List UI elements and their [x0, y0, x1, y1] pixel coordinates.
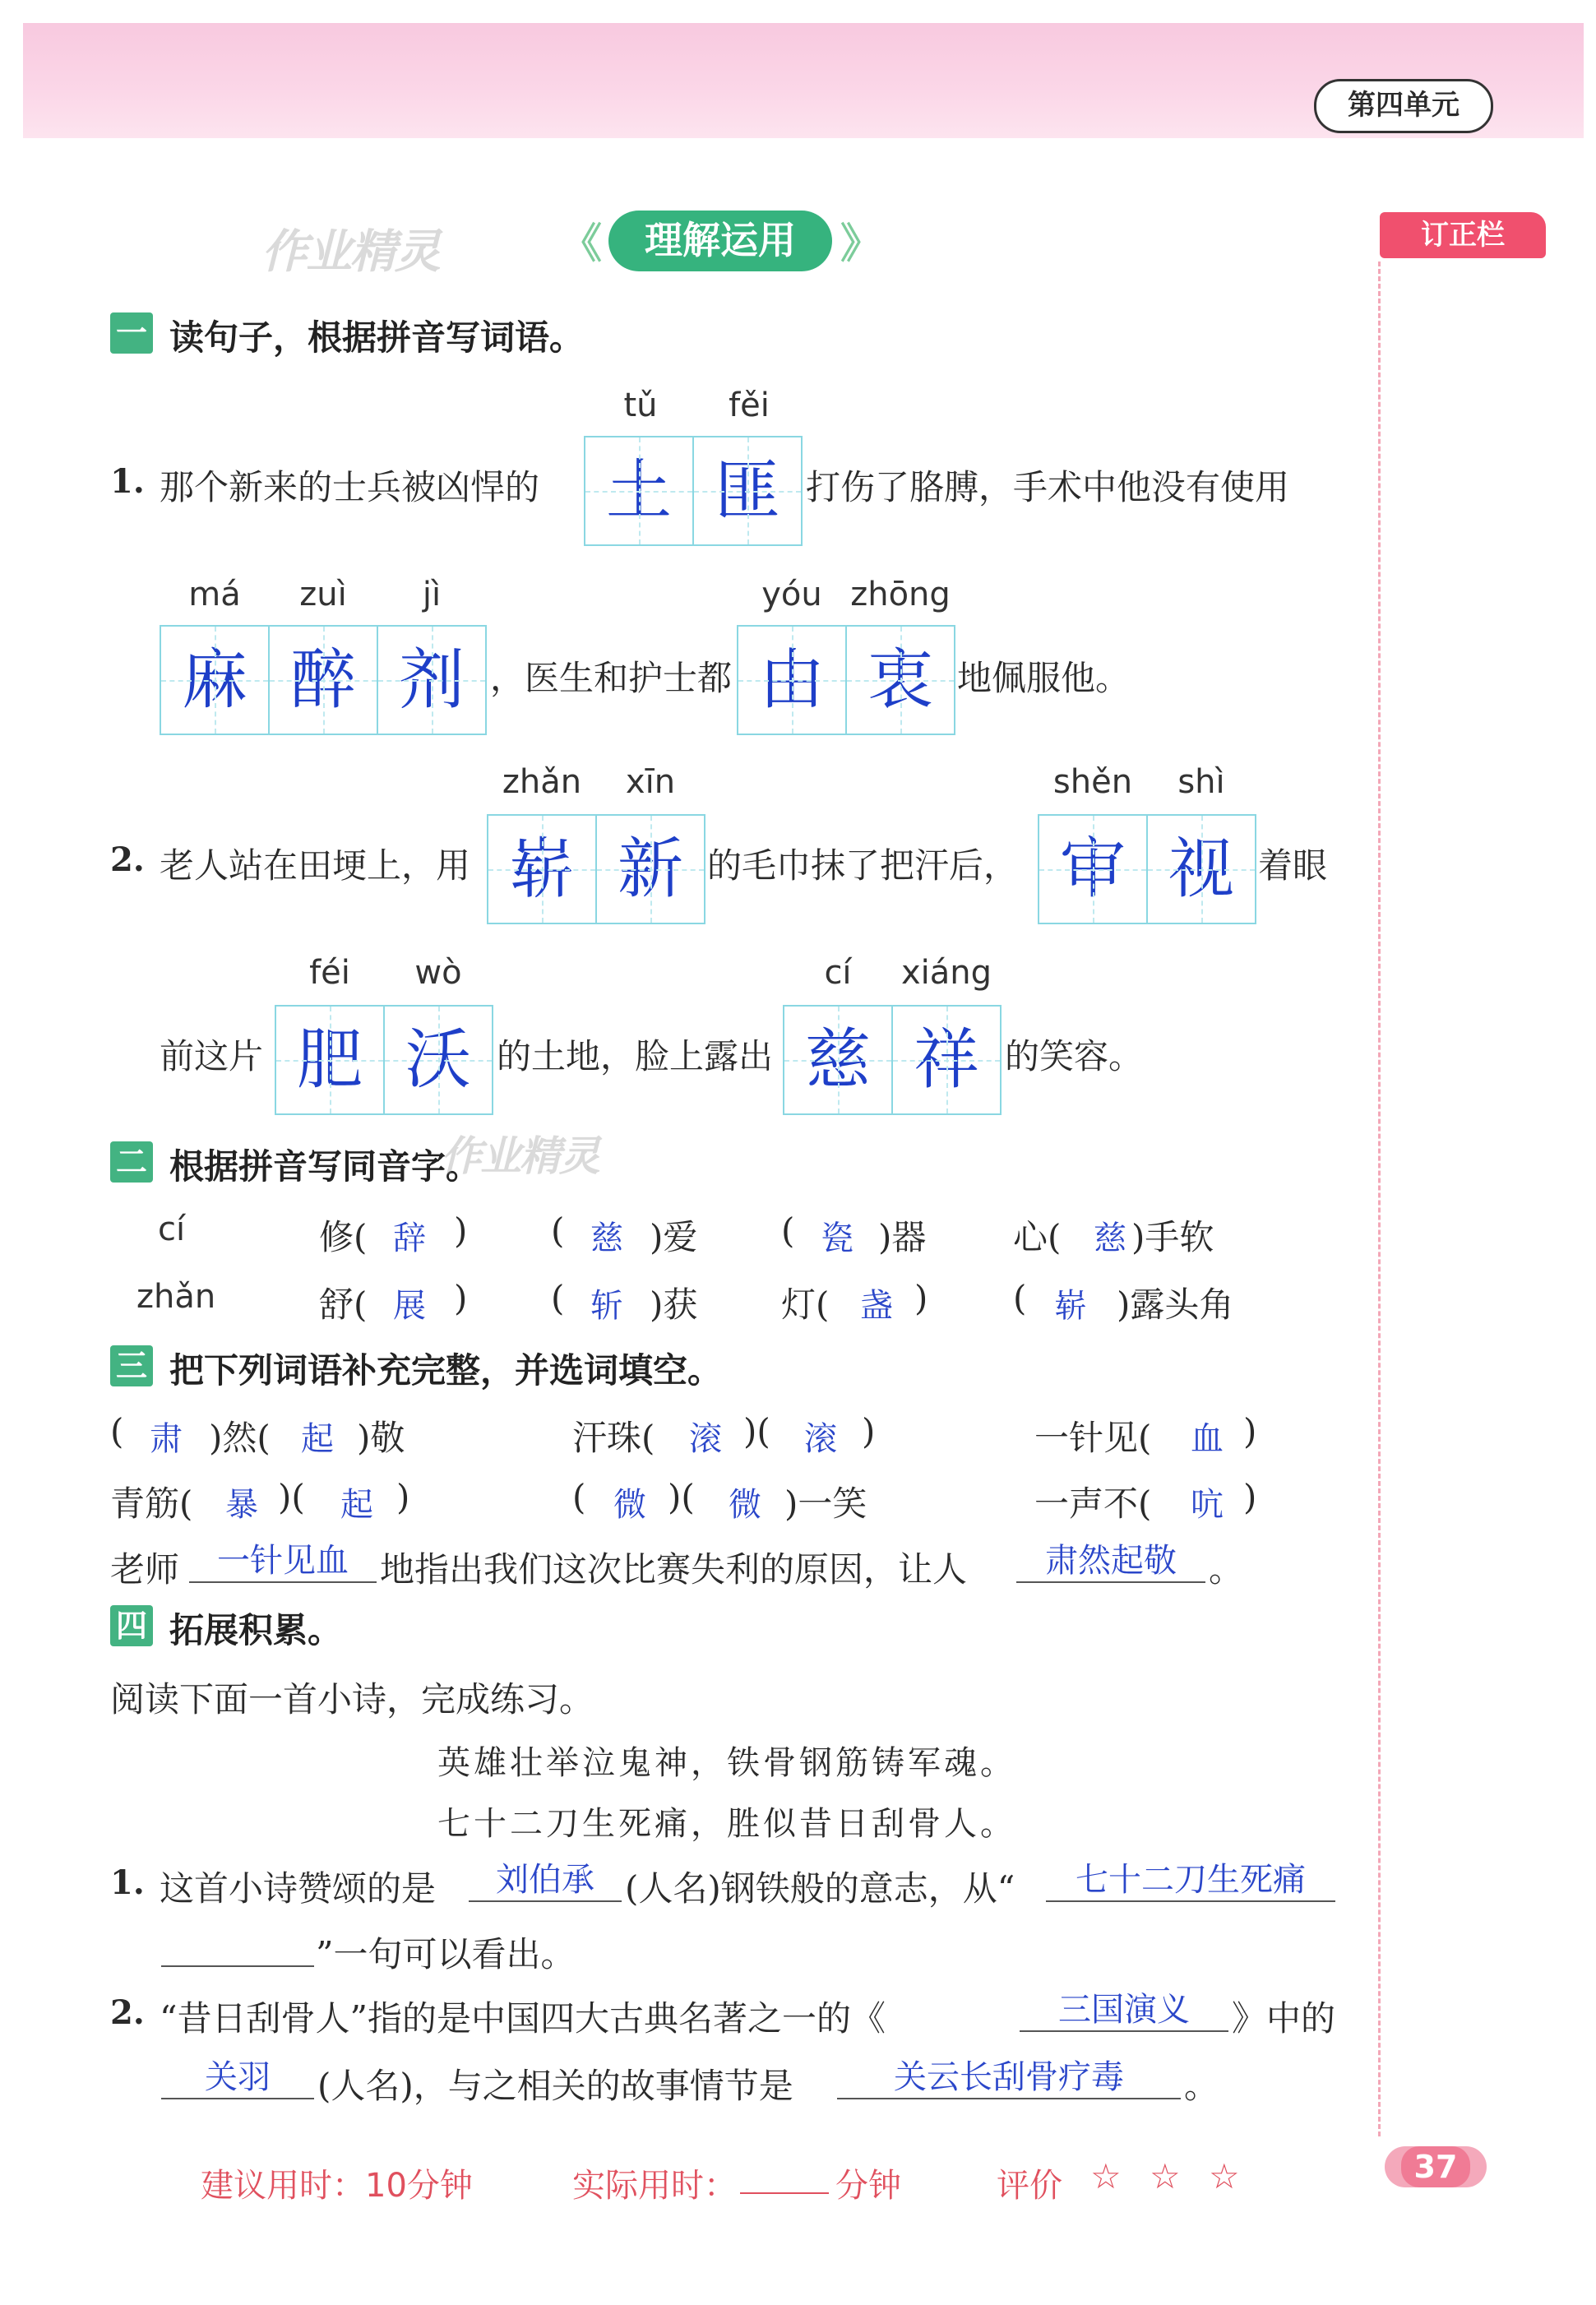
- handwritten-answer[interactable]: 吭: [1191, 1486, 1224, 1524]
- sentence-text: 》中的: [1232, 1998, 1336, 2039]
- section-badge-1: 一: [110, 312, 153, 354]
- answer-char[interactable]: 醉: [268, 627, 377, 734]
- handwritten-answer[interactable]: 辞: [393, 1220, 426, 1257]
- blank-prefix: (: [551, 1210, 565, 1251]
- pinyin: jì: [422, 576, 442, 613]
- section-3-title: 把下列词语补充完整，并选词填空。: [169, 1350, 723, 1391]
- blank-prefix: 汗珠(: [572, 1418, 655, 1458]
- handwritten-answer[interactable]: 滚: [804, 1420, 837, 1458]
- watermark: 作业精灵: [441, 1132, 599, 1180]
- fill-blank[interactable]: 三国演义: [1020, 1983, 1228, 2032]
- sentence-text: (人名)钢铁般的意志，从“: [625, 1868, 1015, 1909]
- poem-line: 七十二刀生死痛，胜似昔日刮骨人。: [437, 1805, 1016, 1843]
- actual-time-blank[interactable]: [740, 2192, 829, 2194]
- section-badge-2: 二: [110, 1141, 153, 1183]
- section-4-title: 拓展积累。: [169, 1610, 343, 1650]
- question-number: 2.: [110, 840, 145, 879]
- answer-char[interactable]: 剂: [377, 627, 485, 734]
- answer-grid: [1038, 814, 1256, 924]
- sentence-text: 这首小诗赞颂的是: [160, 1868, 437, 1909]
- blank-suffix: )露头角: [1117, 1284, 1234, 1325]
- blank-suffix: ): [1243, 1411, 1257, 1451]
- handwritten-answer[interactable]: 慈: [1094, 1220, 1126, 1257]
- sentence-text: 打伤了胳膊，手术中他没有使用: [806, 467, 1290, 507]
- sentence-text: 老师: [110, 1549, 180, 1590]
- sentence-text: 前这片: [160, 1036, 264, 1076]
- question-number: 2.: [110, 1993, 145, 2032]
- answer-grid: [737, 625, 955, 735]
- handwritten-answer[interactable]: 瓷: [821, 1220, 854, 1257]
- star-icon[interactable]: ☆: [1150, 2156, 1181, 2196]
- poem-line: 英雄壮举泣鬼神，铁骨钢筋铸军魂。: [437, 1744, 1016, 1782]
- section-badge-3: 三: [110, 1345, 153, 1386]
- blank-suffix: )一笑: [784, 1483, 867, 1524]
- sentence-text: 地佩服他。: [957, 658, 1131, 698]
- handwritten-answer[interactable]: 血: [1191, 1420, 1224, 1458]
- question-number: 1.: [110, 462, 145, 501]
- sentence-text: ，医生和护士都: [490, 658, 733, 698]
- answer-grid: [275, 1005, 493, 1115]
- fill-blank[interactable]: 七十二刀生死痛: [1046, 1854, 1335, 1902]
- sentence-text: (人名)，与之相关的故事情节是: [317, 2066, 793, 2106]
- answer-char[interactable]: 匪: [692, 437, 801, 544]
- blank-suffix: ): [862, 1411, 876, 1451]
- sentence-text: 着眼: [1258, 845, 1328, 886]
- blank-prefix: (: [781, 1210, 795, 1251]
- blank-text: )(: [668, 1477, 695, 1517]
- blank-suffix: )获: [650, 1284, 698, 1325]
- blank-suffix: )手软: [1131, 1217, 1214, 1257]
- blank-prefix: 心(: [1013, 1217, 1062, 1257]
- pinyin: zhǎn: [502, 763, 582, 801]
- pinyin: tǔ: [623, 386, 658, 424]
- pinyin: fěi: [729, 386, 770, 424]
- blank-text: )然(: [209, 1418, 271, 1458]
- pinyin: má: [188, 576, 241, 613]
- blank-suffix: ): [454, 1278, 468, 1318]
- correction-divider: [1378, 262, 1381, 2136]
- answer-char[interactable]: 慈: [784, 1007, 891, 1113]
- answer-grid: [783, 1005, 1002, 1115]
- pinyin: wò: [414, 954, 462, 992]
- blank-suffix: ): [396, 1477, 410, 1517]
- pinyin: féi: [309, 954, 350, 992]
- pinyin: shěn: [1052, 763, 1133, 801]
- star-icon[interactable]: ☆: [1209, 2156, 1240, 2196]
- answer-char[interactable]: 新: [595, 816, 704, 923]
- sentence-text: ”一句可以看出。: [316, 1934, 576, 1974]
- sentence-text: 。: [1209, 1549, 1244, 1590]
- sentence-text: 的毛巾抹了把汗后，: [707, 845, 1019, 886]
- sentence-text: 的土地，脸上露出: [497, 1036, 774, 1076]
- question-number: 1.: [110, 1863, 145, 1902]
- answer-grid: [584, 436, 803, 546]
- handwritten-answer[interactable]: 崭: [1054, 1287, 1087, 1325]
- handwritten-answer[interactable]: 起: [340, 1486, 373, 1524]
- correction-column-label: 订正栏: [1380, 212, 1546, 258]
- blank-suffix: ): [454, 1210, 468, 1251]
- handwritten-answer[interactable]: 微: [613, 1486, 646, 1524]
- fill-blank-continuation: [161, 1929, 314, 1967]
- pinyin: yóu: [761, 576, 822, 613]
- rating-label: 评价: [997, 2167, 1062, 2205]
- handwritten-answer[interactable]: 盏: [860, 1287, 893, 1325]
- handwritten-answer[interactable]: 滚: [689, 1420, 722, 1458]
- handwritten-answer[interactable]: 起: [301, 1420, 334, 1458]
- section-1-title: 读句子，根据拼音写词语。: [169, 317, 585, 358]
- answer-char[interactable]: 审: [1039, 816, 1146, 923]
- answer-char[interactable]: 视: [1146, 816, 1255, 923]
- fill-blank[interactable]: 肃然起敬: [1016, 1534, 1205, 1583]
- sentence-text: “昔日刮骨人”指的是中国四大古典名著之一的《: [160, 1998, 886, 2039]
- answer-char[interactable]: 衷: [845, 627, 954, 734]
- watermark: 作业精灵: [261, 225, 439, 279]
- blank-suffix: ): [914, 1278, 928, 1318]
- handwritten-answer[interactable]: 微: [729, 1486, 761, 1524]
- answer-char[interactable]: 祥: [891, 1007, 1000, 1113]
- suggested-time: 建议用时：10分钟: [201, 2167, 473, 2205]
- answer-char[interactable]: 肥: [276, 1007, 383, 1113]
- sentence-text: 那个新来的士兵被凶悍的: [160, 467, 540, 507]
- blank-prefix: 一声不(: [1034, 1483, 1152, 1524]
- pinyin: zuì: [299, 576, 347, 613]
- blank-prefix: 青筋(: [110, 1483, 193, 1524]
- pinyin: cí: [158, 1210, 186, 1248]
- blank-prefix: (: [572, 1477, 586, 1517]
- page-number-text: 37: [1401, 2146, 1471, 2187]
- blank-suffix: )爱: [650, 1217, 698, 1257]
- fill-blank[interactable]: 刘伯承: [469, 1854, 622, 1902]
- handwritten-answer[interactable]: 暴: [225, 1486, 258, 1524]
- section-title: 理解运用: [608, 211, 832, 271]
- instruction-text: 阅读下面一首小诗，完成练习。: [110, 1679, 594, 1719]
- pinyin: zhōng: [850, 576, 951, 613]
- blank-prefix: 一针见(: [1034, 1418, 1152, 1458]
- sentence-text: 地指出我们这次比赛失利的原因，让人: [380, 1549, 968, 1590]
- sentence-text: 的笑容。: [1005, 1036, 1144, 1076]
- blank-prefix: (: [110, 1411, 124, 1451]
- pinyin: xīn: [625, 763, 676, 801]
- section-badge-4: 四: [110, 1605, 153, 1646]
- blank-text: )(: [743, 1411, 770, 1451]
- minutes-label: 分钟: [835, 2167, 901, 2205]
- actual-time-label: 实际用时：: [572, 2167, 737, 2205]
- blank-suffix: ): [1243, 1477, 1257, 1517]
- answer-grid: [487, 814, 705, 924]
- answer-char[interactable]: 土: [585, 437, 692, 544]
- section-2-title: 根据拼音写同音字。: [169, 1146, 481, 1187]
- pinyin: shì: [1177, 763, 1225, 801]
- blank-prefix: 舒(: [319, 1284, 368, 1325]
- chevron-right-icon: 》: [840, 220, 881, 267]
- fill-blank[interactable]: 关云长刮骨疗毒: [837, 2051, 1181, 2099]
- blank-suffix: )敬: [357, 1418, 405, 1458]
- answer-grid: [160, 625, 487, 735]
- pinyin: zhǎn: [136, 1278, 216, 1316]
- pinyin: xiáng: [900, 954, 992, 992]
- sentence-text: 。: [1184, 2066, 1219, 2106]
- blank-prefix: 灯(: [781, 1284, 830, 1325]
- blank-suffix: )器: [878, 1217, 927, 1257]
- unit-tag: 第四单元: [1314, 79, 1493, 133]
- blank-text: )(: [278, 1477, 305, 1517]
- chevron-left-icon: 《: [561, 220, 602, 267]
- page-number: [1385, 2146, 1487, 2187]
- sentence-text: 老人站在田埂上，用: [160, 845, 471, 886]
- answer-char[interactable]: 由: [738, 627, 845, 734]
- handwritten-answer[interactable]: 肃: [150, 1420, 183, 1458]
- blank-prefix: 修(: [319, 1217, 368, 1257]
- fill-blank[interactable]: 关羽: [161, 2051, 314, 2099]
- pinyin: cí: [824, 954, 852, 992]
- handwritten-answer[interactable]: 展: [393, 1287, 426, 1325]
- star-icon[interactable]: ☆: [1090, 2156, 1122, 2196]
- answer-char[interactable]: 崭: [488, 816, 595, 923]
- fill-blank[interactable]: 一针见血: [189, 1534, 377, 1583]
- blank-prefix: (: [551, 1278, 565, 1318]
- blank-prefix: (: [1013, 1278, 1027, 1318]
- handwritten-answer[interactable]: 慈: [590, 1220, 623, 1257]
- answer-char[interactable]: 沃: [383, 1007, 492, 1113]
- answer-char[interactable]: 麻: [161, 627, 268, 734]
- handwritten-answer[interactable]: 斩: [590, 1287, 623, 1325]
